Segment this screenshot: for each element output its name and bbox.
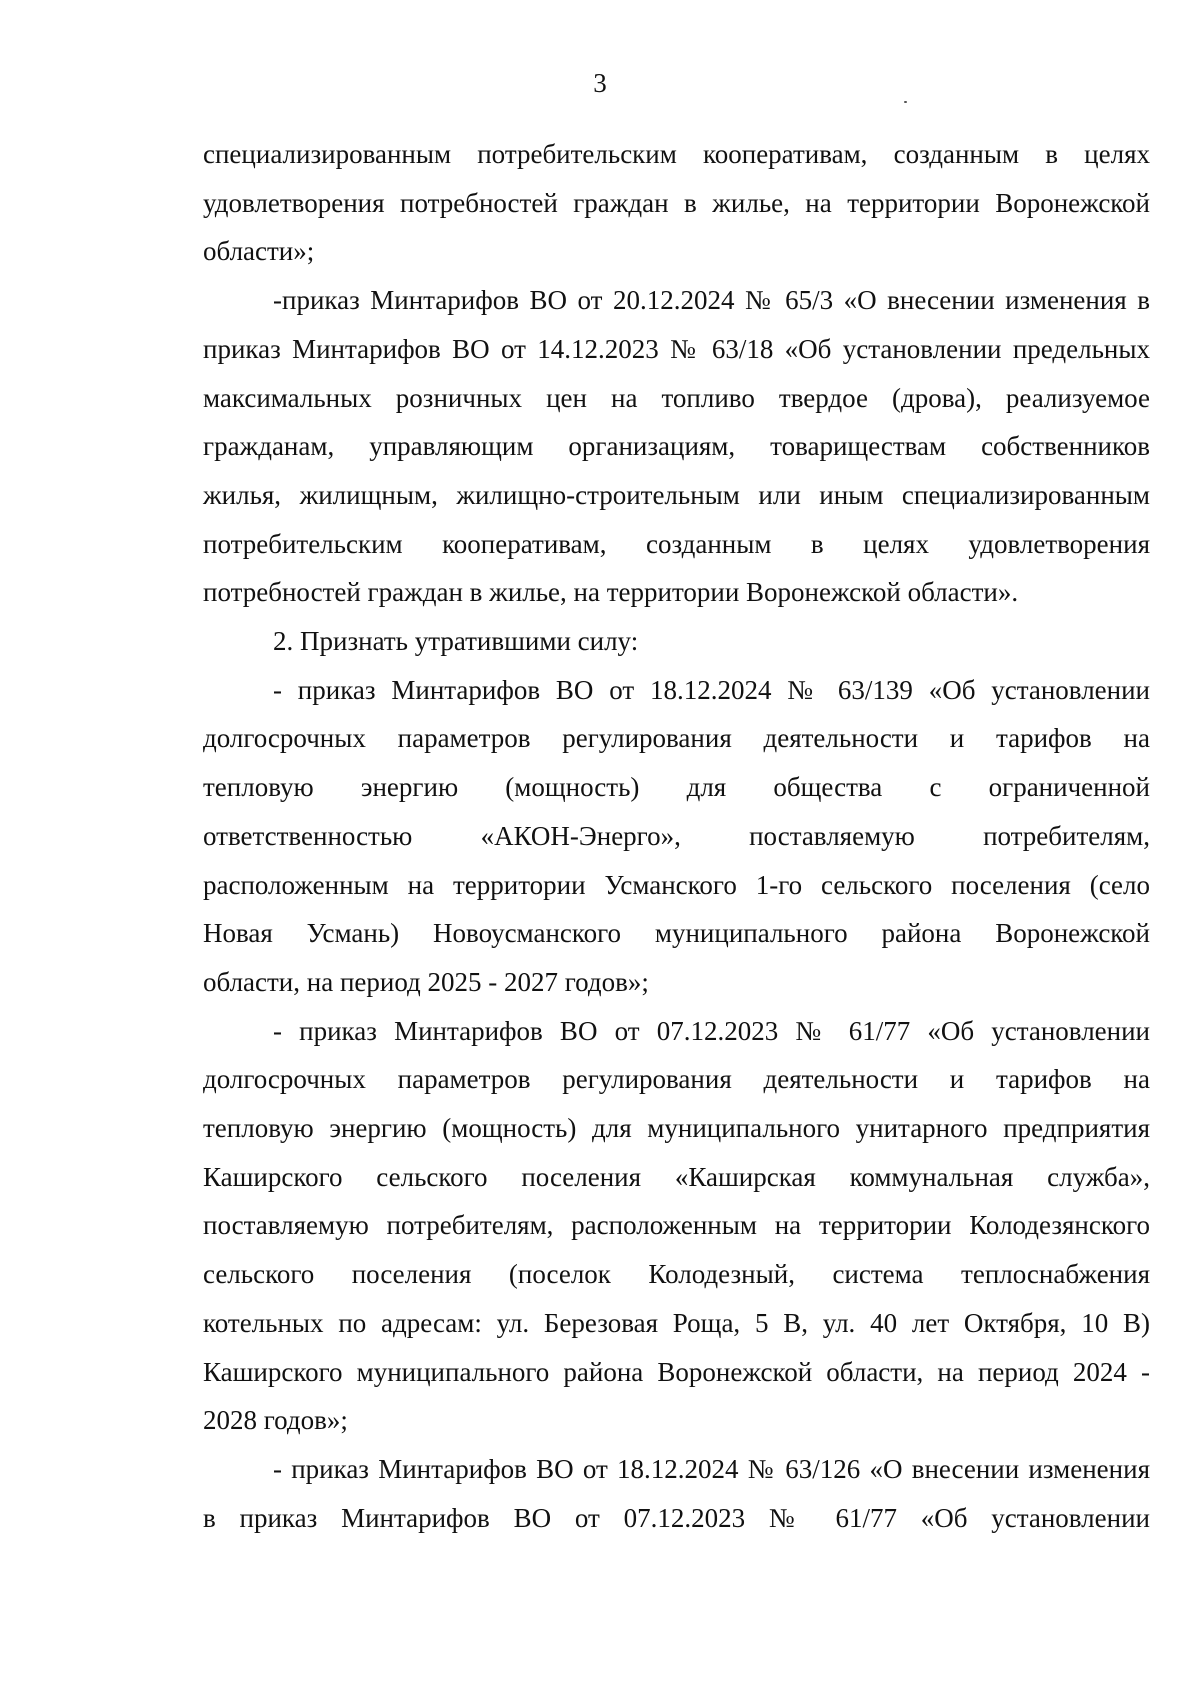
text-line: -приказ Минтарифов ВО от 20.12.2024 № 65/3 «О внесении изменения в [273,285,1150,316]
text-line: приказ Минтарифов ВО от 14.12.2023 № 63/18 «Об установлении предельных [203,333,1150,364]
page-number: 3 [593,68,607,98]
paragraph-item-2-heading [203,617,1150,666]
text-line: поставляемую потребителям, расположенным на территории Колодезянского [203,1210,1150,1241]
text-line: удовлетворения потребностей граждан в жилье, на территории Воронежской [203,187,1150,218]
text-line: гражданам, управляющим организациям, товариществам собственников [203,431,1150,462]
document-body [203,130,1150,1542]
paragraph-order-61-77 [203,1007,1150,1445]
paragraph-continuation [203,130,1150,276]
text-line: максимальных розничных цен на топливо твердое (дрова), реализуемое [203,382,1150,413]
text-line: Каширского сельского поселения «Каширская коммунальная служба», [203,1161,1150,1192]
text-line: расположенным на территории Усманского 1-го сельского поселения (село [203,869,1150,900]
text-line: долгосрочных параметров регулирования деятельности и тарифов на [203,1064,1150,1095]
scan-artifact [904,101,907,103]
text-line: Новая Усмань) Новоусманского муниципального района Воронежской [203,918,1150,949]
paragraph-order-63-126 [203,1445,1150,1542]
text-line: тепловую энергию (мощность) для муниципального унитарного предприятия [203,1113,1150,1144]
text-line: долгосрочных параметров регулирования деятельности и тарифов на [203,723,1150,754]
text-line: - приказ Минтарифов ВО от 18.12.2024 № 63/139 «Об установлении [273,674,1150,705]
text-line: потребностей граждан в жилье, на территории Воронежской области». [203,577,1019,608]
text-line: 2028 годов»; [203,1405,348,1436]
text-line: специализированным потребительским кооперативам, созданным в целях [203,139,1150,169]
text-line: - приказ Минтарифов ВО от 07.12.2023 № 61/77 «Об установлении [273,1015,1150,1046]
text-line: тепловую энергию (мощность) для общества с ограниченной [203,772,1150,803]
text-line: жилья, жилищным, жилищно-строительным или иным специализированным [203,479,1150,510]
text-line: области, на период 2025 - 2027 годов»; [203,966,649,997]
text-line: в приказ Минтарифов ВО от 07.12.2023 № 61/77 «Об установлении [203,1502,1150,1533]
text-line: котельных по адресам: ул. Березовая Роща, 5 В, ул. 40 лет Октября, 10 В) [203,1307,1150,1338]
paragraph-order-63-139 [203,666,1150,1007]
text-line: - приказ Минтарифов ВО от 18.12.2024 № 63/126 «О внесении изменения [273,1453,1150,1484]
text-line: Каширского муниципального района Воронежской области, на период 2024 - [203,1356,1150,1387]
text-line: 2. Признать утратившими силу: [273,626,639,657]
text-line: области»; [203,236,315,267]
text-line: потребительским кооперативам, созданным в целях удовлетворения [203,528,1150,559]
text-line: ответственностью «АКОН-Энерго», поставляемую потребителям, [203,820,1150,851]
paragraph-order-65-3 [203,276,1150,617]
text-line: сельского поселения (поселок Колодезный, система теплоснабжения [203,1259,1150,1290]
